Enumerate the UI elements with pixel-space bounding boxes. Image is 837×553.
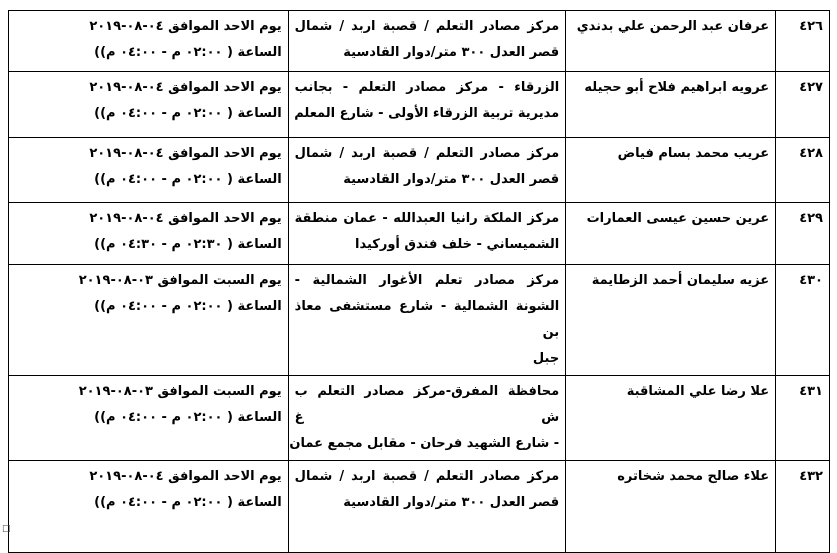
row-number: ٤٣٢: [776, 461, 830, 553]
table-row: [9, 461, 830, 553]
participant-name: علا رضا علي المشاقبة: [566, 376, 776, 461]
exam-date: يوم الاحد الموافق ٠٤-٠٨-٢٠١٩: [89, 146, 282, 161]
exam-location: [288, 265, 566, 376]
participant-name: عرفان عبد الرحمن علي بدندي: [566, 11, 776, 72]
location-line: قصر العدل ٣٠٠ متر/دوار القادسية: [343, 495, 560, 510]
exam-hours: الساعة ( ٠٢:٠٠ م - ٠٤:٠٠ م)): [94, 495, 282, 510]
exam-time: [9, 376, 289, 461]
exam-date: يوم الاحد الموافق ٠٤-٠٨-٢٠١٩: [89, 469, 282, 484]
location-line: قصر العدل ٣٠٠ متر/دوار القادسية: [343, 45, 560, 60]
location-line: مركز مصادر التعلم / قصبة اربد / شمال: [294, 146, 560, 161]
row-number: ٤٣١: [776, 376, 830, 461]
exam-time: [9, 138, 289, 203]
exam-location: [288, 11, 566, 72]
exam-date: يوم الاحد الموافق ٠٤-٠٨-٢٠١٩: [89, 19, 282, 34]
location-line: محافظة المفرق-مركز مصادر التعلم ب ش غ: [294, 384, 560, 425]
participant-name: عزيه سليمان أحمد الزطايمة: [566, 265, 776, 376]
exam-hours: الساعة ( ٠٢:٠٠ م - ٠٤:٠٠ م)): [94, 410, 282, 425]
exam-date: يوم الاحد الموافق ٠٤-٠٨-٢٠١٩: [89, 80, 282, 95]
exam-date: يوم السبت الموافق ٠٣-٠٨-٢٠١٩: [78, 273, 282, 288]
location-line: الشميساني - خلف فندق أوركيدا: [355, 237, 560, 252]
exam-date: يوم السبت الموافق ٠٣-٠٨-٢٠١٩: [78, 384, 282, 399]
exam-hours: الساعة ( ٠٢:٣٠ م - ٠٤:٣٠ م)): [94, 237, 282, 252]
exam-location: [288, 72, 566, 138]
row-number: ٤٣٠: [776, 265, 830, 376]
participant-name: عريب محمد بسام فياض: [566, 138, 776, 203]
page-corner-mark: □: [2, 524, 11, 534]
participant-name: علاء صالح محمد شخاتره: [566, 461, 776, 553]
row-number: ٤٢٦: [776, 11, 830, 72]
location-line: جبل: [532, 351, 560, 366]
table-row: [9, 72, 830, 138]
exam-hours: الساعة ( ٠٢:٠٠ م - ٠٤:٠٠ م)): [94, 172, 282, 187]
exam-time: [9, 203, 289, 265]
table-row: [9, 138, 830, 203]
roster-table: [8, 10, 830, 553]
roster-body: [9, 11, 830, 553]
location-line: مركز مصادر تعلم الأغوار الشمالية -: [294, 273, 560, 288]
exam-hours: الساعة ( ٠٢:٠٠ م - ٠٤:٠٠ م)): [94, 106, 282, 121]
table-row: [9, 11, 830, 72]
exam-hours: الساعة ( ٠٢:٠٠ م - ٠٤:٠٠ م)): [94, 299, 282, 314]
exam-location: [288, 138, 566, 203]
exam-time: [9, 461, 289, 553]
table-row: [9, 376, 830, 461]
row-number: ٤٢٧: [776, 72, 830, 138]
exam-hours: الساعة ( ٠٢:٠٠ م - ٠٤:٠٠ م)): [94, 45, 282, 60]
location-line: مركز مصادر التعلم / قصبة اربد / شمال: [294, 19, 560, 34]
exam-time: [9, 265, 289, 376]
table-row: [9, 203, 830, 265]
exam-location: [288, 376, 566, 461]
participant-name: عرين حسين عيسى العمارات: [566, 203, 776, 265]
location-line: قصر العدل ٣٠٠ متر/دوار القادسية: [343, 172, 560, 187]
exam-date: يوم الاحد الموافق ٠٤-٠٨-٢٠١٩: [89, 211, 282, 226]
location-line: مركز مصادر التعلم / قصبة اربد / شمال: [294, 469, 560, 484]
row-number: ٤٢٨: [776, 138, 830, 203]
participant-name: عرويه ابراهيم فلاح أبو حجيله: [566, 72, 776, 138]
exam-location: [288, 203, 566, 265]
location-line: مديرية تربية الزرقاء الأولى - شارع المعلم: [294, 106, 560, 121]
roster-sheet: [8, 10, 830, 553]
location-line: مركز الملكة رانيا العبدالله - عمان منطقة: [294, 211, 560, 226]
location-line: الشونة الشمالية - شارع مستشفى معاذ بن: [294, 299, 560, 340]
location-line: الزرقاء - مركز مصادر التعلم - بجانب: [294, 80, 560, 95]
exam-time: [9, 72, 289, 138]
exam-time: [9, 11, 289, 72]
table-row: [9, 265, 830, 376]
row-number: ٤٢٩: [776, 203, 830, 265]
exam-location: [288, 461, 566, 553]
location-line: - شارع الشهيد فرحان - مقابل مجمع عمان: [289, 436, 560, 451]
